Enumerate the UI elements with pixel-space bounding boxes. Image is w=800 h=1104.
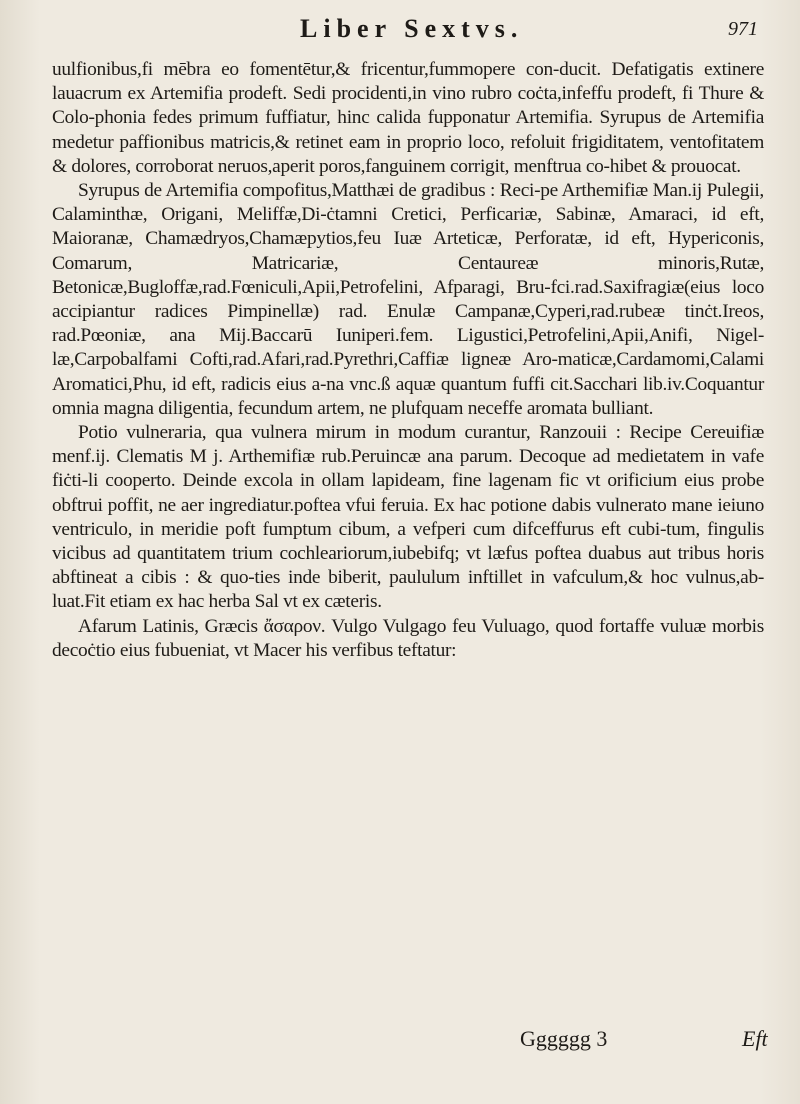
page-number: 971 [728, 18, 758, 40]
paragraph: Syrupus de Artemifia compofitus,Matthæi de gradibus : Reci-pe Arthemifiæ Man.ij Pulegii, Calaminthæ, Origani, Meliffæ,Di-ċtamni Cretici, Perficariæ, Sabinæ, Amaraci, id eft, Maioranæ, Chamædryos,Chamæpytios,feu Iuæ Arteticæ, Perforatæ, id eft, Hypericonis, Comarum, Matricariæ, Centaureæ minoris,Rutæ, Betonicæ,Bugloffæ,rad.Fœniculi,Apii,Petrofelini, Afparagi, Bru-fci.rad.Saxifragiæ(eius loco accipiantur radices Pimpinellæ) rad. Enulæ Campanæ,Cyperi,rad.rubeæ tinċt.Ireos, rad.Pœoniæ, ana Mij.Baccarū Iuniperi.fem. Ligustici,Petrofelini,Apii,Anifi, Nigel-læ,Carpobalfami Cofti,rad.Afari,rad.Pyrethri,Caffiæ ligneæ Aro-maticæ,Cardamomi,Calami Aromatici,Phu, id eft, radicis eius a-na vnc.ß aquæ quantum fuffi cit.Sacchari lib.iv.Coquantur omnia magna diligentia, fecundum artem, ne plufquam neceffe aromata bulliant. [52, 180, 764, 419]
catchword: Eft [742, 1026, 768, 1051]
running-header [0, 14, 800, 54]
paragraph: Afarum Latinis, Græcis ἄσαρον. Vulgo Vulgago feu Vuluago, quod fortaffe vuluæ morbis decoċtio eius fubueniat, vt Macer his verfibus teftatur: [52, 615, 764, 661]
signature-mark: Gggggg 3 [520, 1026, 608, 1051]
paragraph: Potio vulneraria, qua vulnera mirum in modum curantur, Ranzouii : Recipe Cereuifiæ menf.ij. Clematis M j. Arthemifiæ rub.Peruincæ ana parum. Decoque ad medietatem in vafe fiċti-li cooperto. Deinde excola in ollam lapideam, fine lagenam fic vt orificium eius probe obftrui poffit, ne aer ingrediatur.poftea vfui feruia. Ex hac potione dabis vulnerato mane ieiuno ventriculo, in meridie poft fumptum cibum, a vefperi cum difceffurus eft cubi-tum, fingulis vicibus ad quantitatem trium cochleariorum,iubebifq; vt læfus poftea duabus aut tribus horis abftineat a cibis : & quo-ties inde biberit, paululum inftillet in vafculum,& hoc vulnus,ab-luat.Fit etiam ex hac herba Sal vt ex cæteris. [52, 422, 764, 613]
paragraph: uulfionibus,fi mēbra eo fomentētur,& fricentur,fummopere con-ducit. Defatigatis extinere lauacrum ex Artemifia prodeft. Sedi procidenti,in vino rubro coċta,infeffu prodeft, fi Thure & Colo-phonia fedes primum fuffiatur, hinc calida fupponatur Artemifia. Syrupus de Artemifia medetur paffionibus matricis,& retinet eam in proprio loco, refoluit frigiditatem, ventofitatem & dolores, corroborat neruos,aperit poros,fanguinem corrigit, menftrua co-hibet & prouocat. [52, 59, 764, 177]
body-text [52, 58, 764, 663]
running-title: Liber Sextvs. [300, 14, 524, 43]
page-footer [0, 1026, 800, 1066]
